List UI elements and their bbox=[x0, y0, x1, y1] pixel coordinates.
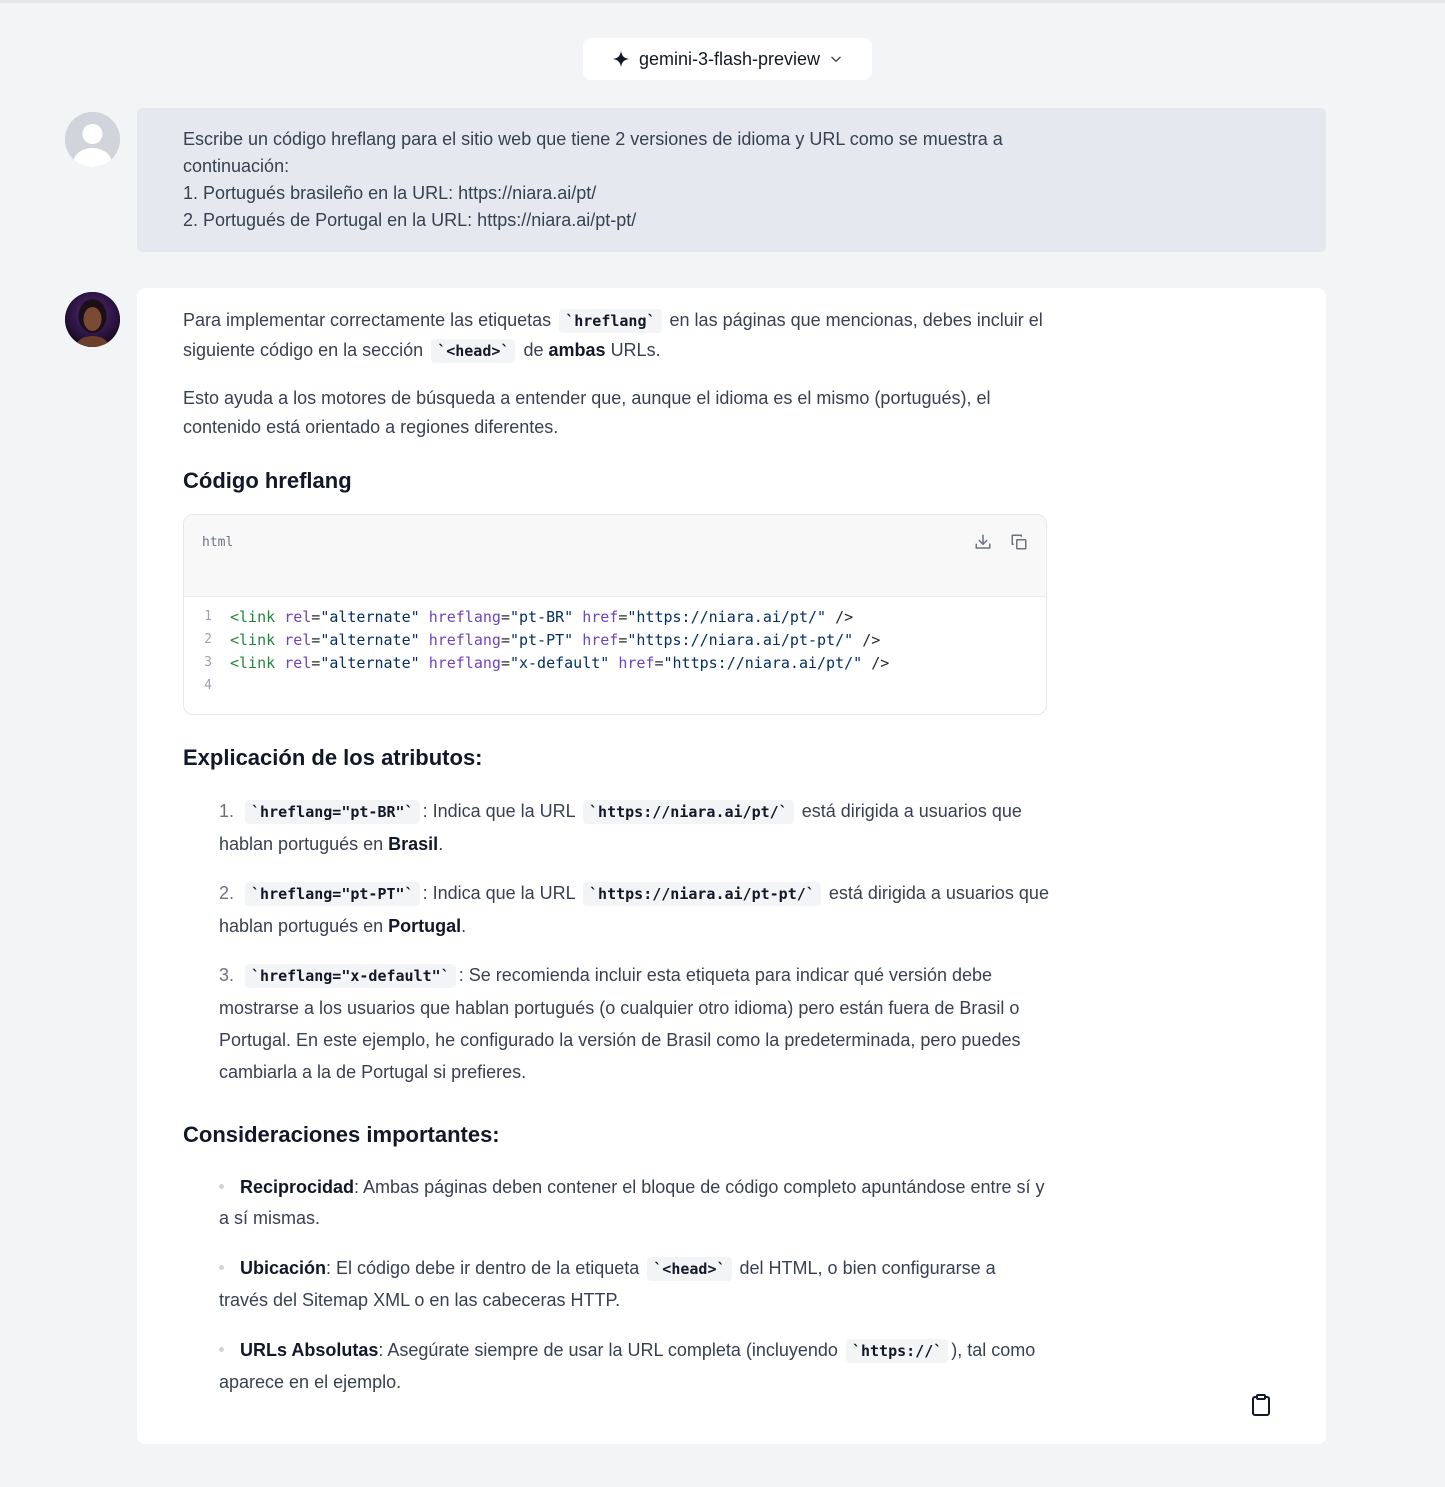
bullet-icon bbox=[219, 1184, 224, 1189]
list-item: URLs Absolutas: Asegúrate siempre de usar la URL completa (incluyendo `https://` ), tal como aparece en el ejemplo. bbox=[219, 1340, 1036, 1392]
bullet-icon bbox=[219, 1265, 224, 1270]
list-item: Reciprocidad: Ambas páginas deben contener el bloque de código completo apuntándose entre sí y a sí mismas. bbox=[219, 1177, 1045, 1228]
inline-code: `https://niara.ai/pt-pt/` bbox=[583, 882, 821, 906]
considerations-list bbox=[183, 1172, 1049, 1398]
code-line: 3 <link rel = "alternate" hreflang = "x-default" href = "https://niara.ai/pt/" /> bbox=[204, 653, 890, 672]
download-icon[interactable] bbox=[972, 531, 994, 553]
code-line: 4 bbox=[204, 678, 212, 693]
code-heading: Código hreflang bbox=[183, 468, 352, 493]
intro-paragraph-1: Para implementar correctamente las etiquetas `hreflang` en las páginas que mencionas, debes incluir el siguiente código en la sección `<head>` de ambas URLs. bbox=[183, 306, 1049, 366]
code-line: 2 <link rel = "alternate" hreflang = "pt-PT" href = "https://niara.ai/pt-pt/" /> bbox=[204, 630, 881, 649]
explanation-list bbox=[183, 795, 1049, 1088]
intro-paragraph-2: Esto ayuda a los motores de búsqueda a entender que, aunque el idioma es el mismo (portugués), el contenido está orientado a regiones diferentes. bbox=[183, 388, 991, 437]
list-item: 1. `hreflang="pt-BR"` : Indica que la URL `https://niara.ai/pt/` está dirigida a usuarios que hablan portugués en Brasil. bbox=[219, 801, 1022, 854]
assistant-avatar bbox=[65, 292, 120, 347]
considerations-heading: Consideraciones importantes: bbox=[183, 1122, 500, 1147]
inline-code: `https://` bbox=[846, 1339, 948, 1363]
inline-code: `hreflang="x-default"` bbox=[245, 964, 456, 988]
code-block-header bbox=[184, 515, 1046, 597]
code-line: 1 <link rel = "alternate" hreflang = "pt-BR" href = "https://niara.ai/pt/" /> bbox=[204, 607, 854, 626]
user-message bbox=[137, 108, 1326, 252]
code-block bbox=[183, 514, 1047, 715]
inline-code: `hreflang` bbox=[559, 309, 661, 333]
top-border bbox=[0, 0, 1445, 3]
clipboard-icon[interactable] bbox=[1250, 1393, 1272, 1417]
model-selector[interactable] bbox=[583, 38, 872, 80]
copy-icon[interactable] bbox=[1008, 531, 1030, 553]
assistant-message bbox=[137, 288, 1326, 1444]
inline-code: `hreflang="pt-PT"` bbox=[245, 882, 420, 906]
code-language: html bbox=[202, 535, 234, 550]
list-item: 2. `hreflang="pt-PT"` : Indica que la URL `https://niara.ai/pt-pt/` está dirigida a usuarios que hablan portugués en Portugal. bbox=[219, 883, 1049, 936]
code-lines bbox=[184, 597, 1046, 697]
chevron-down-icon bbox=[829, 52, 843, 66]
bullet-icon bbox=[219, 1347, 224, 1352]
sparkle-icon bbox=[612, 50, 630, 68]
inline-code: `hreflang="pt-BR"` bbox=[245, 800, 420, 824]
user-avatar bbox=[65, 112, 120, 167]
inline-code: `<head>` bbox=[647, 1257, 731, 1281]
inline-code: `https://niara.ai/pt/` bbox=[583, 800, 794, 824]
explanation-heading: Explicación de los atributos: bbox=[183, 745, 483, 770]
user-message-text: Escribe un código hreflang para el sitio web que tiene 2 versiones de idioma y URL como se muestra a continuación: 1. Portugués brasileño en la URL: https://niara.ai/pt/ 2. Portugués de Portugal en la URL: https://niara.ai/pt-pt/ bbox=[183, 129, 1003, 230]
model-name: gemini-3-flash-preview bbox=[638, 48, 821, 69]
list-item: 3. `hreflang="x-default"` : Se recomienda incluir esta etiqueta para indicar qué versión debe mostrarse a los usuarios que hablan portugués (o cualquier otro idioma) pero están fuera de Brasil o Portugal. En este ejemplo, he configurado la versión de Brasil como la predeterminada, pero puedes cambiarla a la de Portugal si prefieres. bbox=[219, 965, 1021, 1082]
list-item: Ubicación: El código debe ir dentro de la etiqueta `<head>` del HTML, o bien configurarse a través del Sitemap XML o en las cabeceras HTTP. bbox=[219, 1258, 996, 1310]
inline-code: `<head>` bbox=[431, 339, 515, 363]
